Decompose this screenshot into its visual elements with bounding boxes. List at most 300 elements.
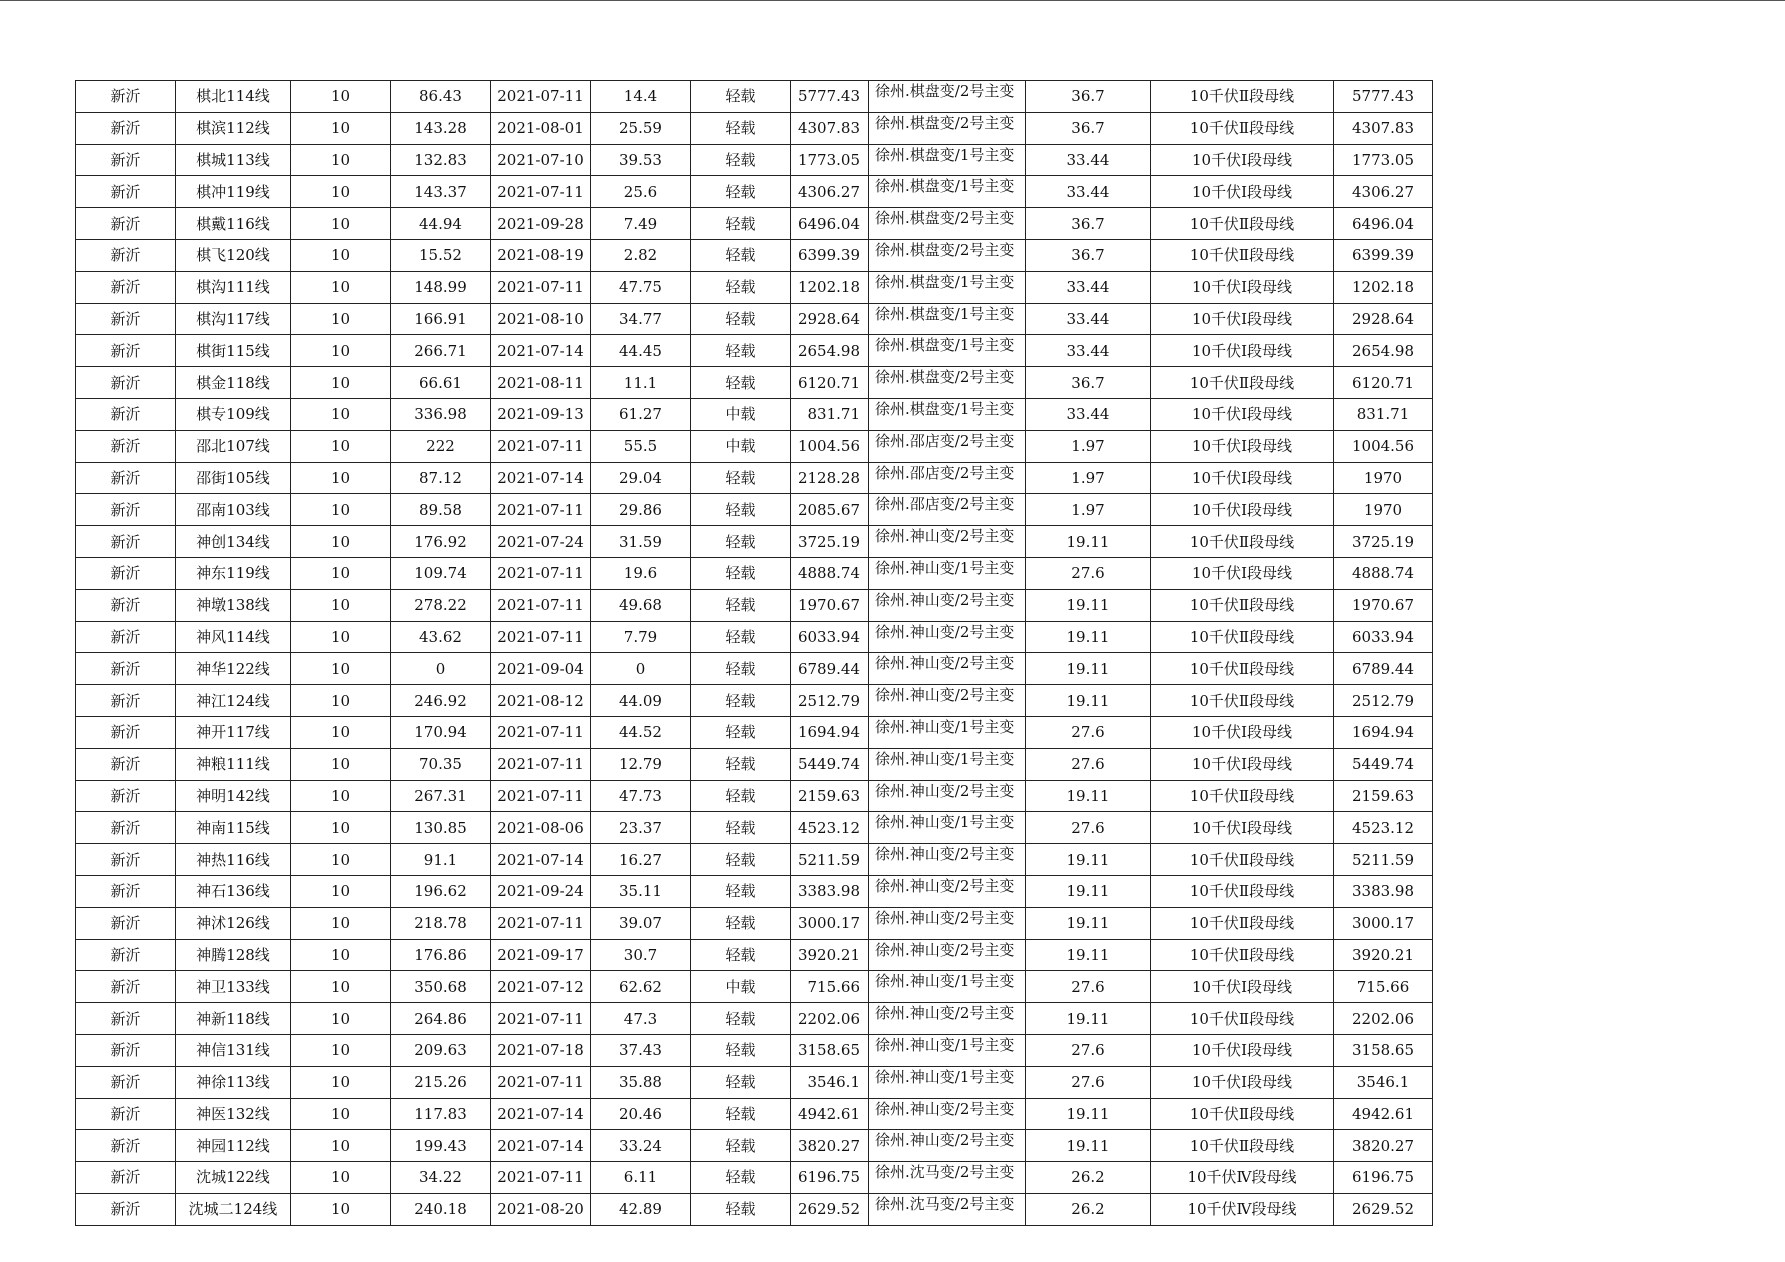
cell-line-name: 棋戴116线 <box>176 208 291 240</box>
cell-date: 2021-07-11 <box>491 271 591 303</box>
cell-area: 新沂 <box>76 176 176 208</box>
cell-voltage: 10 <box>291 1066 391 1098</box>
cell-date: 2021-07-11 <box>491 621 591 653</box>
cell-load-rate: 2.82 <box>591 239 691 271</box>
cell-busbar: 10千伏Ⅰ段母线 <box>1151 716 1334 748</box>
cell-line-name: 神创134线 <box>176 526 291 558</box>
cell-busbar: 10千伏Ⅰ段母线 <box>1151 1034 1334 1066</box>
table-row <box>76 939 1433 971</box>
cell-area: 新沂 <box>76 144 176 176</box>
cell-substation-transformer: 徐州.神山变/2号主变 <box>869 1003 1026 1035</box>
cell-area: 新沂 <box>76 398 176 430</box>
cell-load-rate: 16.27 <box>591 844 691 876</box>
cell-load-status: 轻载 <box>691 1193 791 1225</box>
cell-line-name: 邵南103线 <box>176 494 291 526</box>
cell-transformer-load-rate: 19.11 <box>1026 907 1151 939</box>
cell-line-name: 神医132线 <box>176 1098 291 1130</box>
cell-transformer-load-rate: 26.2 <box>1026 1162 1151 1194</box>
cell-voltage: 10 <box>291 1034 391 1066</box>
cell-date: 2021-09-13 <box>491 398 591 430</box>
cell-date: 2021-07-11 <box>491 748 591 780</box>
cell-open-capacity: 3383.98 <box>791 875 869 907</box>
cell-load: 199.43 <box>391 1130 491 1162</box>
table-row <box>76 1034 1433 1066</box>
cell-load: 70.35 <box>391 748 491 780</box>
cell-substation-transformer: 徐州.神山变/1号主变 <box>869 557 1026 589</box>
cell-voltage: 10 <box>291 589 391 621</box>
cell-load-status: 轻载 <box>691 367 791 399</box>
cell-area: 新沂 <box>76 1193 176 1225</box>
cell-remaining-capacity: 3383.98 <box>1334 875 1433 907</box>
cell-busbar: 10千伏Ⅰ段母线 <box>1151 144 1334 176</box>
cell-open-capacity: 6789.44 <box>791 653 869 685</box>
cell-load-rate: 55.5 <box>591 430 691 462</box>
cell-area: 新沂 <box>76 81 176 113</box>
cell-open-capacity: 4523.12 <box>791 812 869 844</box>
data-table <box>75 80 1433 1226</box>
cell-busbar: 10千伏Ⅱ段母线 <box>1151 589 1334 621</box>
table-row <box>76 844 1433 876</box>
table-row <box>76 398 1433 430</box>
cell-load-status: 轻载 <box>691 208 791 240</box>
cell-remaining-capacity: 6496.04 <box>1334 208 1433 240</box>
cell-load-status: 轻载 <box>691 303 791 335</box>
cell-voltage: 10 <box>291 335 391 367</box>
table-row <box>76 335 1433 367</box>
cell-load-rate: 37.43 <box>591 1034 691 1066</box>
cell-transformer-load-rate: 36.7 <box>1026 112 1151 144</box>
cell-remaining-capacity: 6789.44 <box>1334 653 1433 685</box>
cell-load-status: 轻载 <box>691 271 791 303</box>
cell-busbar: 10千伏Ⅱ段母线 <box>1151 526 1334 558</box>
table-row <box>76 112 1433 144</box>
cell-date: 2021-07-14 <box>491 335 591 367</box>
table-row <box>76 557 1433 589</box>
cell-remaining-capacity: 6196.75 <box>1334 1162 1433 1194</box>
cell-open-capacity: 715.66 <box>791 971 869 1003</box>
cell-transformer-load-rate: 33.44 <box>1026 303 1151 335</box>
cell-open-capacity: 1694.94 <box>791 716 869 748</box>
cell-voltage: 10 <box>291 1098 391 1130</box>
cell-line-name: 棋金118线 <box>176 367 291 399</box>
cell-open-capacity: 6496.04 <box>791 208 869 240</box>
cell-area: 新沂 <box>76 367 176 399</box>
table-row <box>76 367 1433 399</box>
cell-date: 2021-07-14 <box>491 462 591 494</box>
cell-load-status: 中载 <box>691 398 791 430</box>
cell-transformer-load-rate: 19.11 <box>1026 1098 1151 1130</box>
cell-busbar: 10千伏Ⅰ段母线 <box>1151 303 1334 335</box>
cell-transformer-load-rate: 19.11 <box>1026 844 1151 876</box>
cell-load-status: 轻载 <box>691 653 791 685</box>
cell-open-capacity: 6120.71 <box>791 367 869 399</box>
cell-remaining-capacity: 2159.63 <box>1334 780 1433 812</box>
cell-area: 新沂 <box>76 1034 176 1066</box>
cell-busbar: 10千伏Ⅱ段母线 <box>1151 780 1334 812</box>
cell-load-status: 中载 <box>691 971 791 1003</box>
cell-area: 新沂 <box>76 875 176 907</box>
cell-voltage: 10 <box>291 81 391 113</box>
cell-transformer-load-rate: 19.11 <box>1026 685 1151 717</box>
cell-substation-transformer: 徐州.邵店变/2号主变 <box>869 430 1026 462</box>
cell-transformer-load-rate: 27.6 <box>1026 716 1151 748</box>
cell-area: 新沂 <box>76 716 176 748</box>
cell-transformer-load-rate: 33.44 <box>1026 176 1151 208</box>
cell-open-capacity: 6399.39 <box>791 239 869 271</box>
cell-substation-transformer: 徐州.神山变/2号主变 <box>869 653 1026 685</box>
cell-substation-transformer: 徐州.棋盘变/1号主变 <box>869 176 1026 208</box>
table-row <box>76 1098 1433 1130</box>
cell-load: 143.37 <box>391 176 491 208</box>
cell-date: 2021-08-11 <box>491 367 591 399</box>
cell-area: 新沂 <box>76 462 176 494</box>
cell-substation-transformer: 徐州.神山变/2号主变 <box>869 844 1026 876</box>
cell-line-name: 神沭126线 <box>176 907 291 939</box>
cell-remaining-capacity: 2629.52 <box>1334 1193 1433 1225</box>
cell-transformer-load-rate: 19.11 <box>1026 1003 1151 1035</box>
cell-busbar: 10千伏Ⅰ段母线 <box>1151 748 1334 780</box>
cell-load-status: 轻载 <box>691 1098 791 1130</box>
table-row <box>76 144 1433 176</box>
cell-load-rate: 0 <box>591 653 691 685</box>
cell-transformer-load-rate: 33.44 <box>1026 398 1151 430</box>
cell-substation-transformer: 徐州.神山变/2号主变 <box>869 685 1026 717</box>
cell-transformer-load-rate: 36.7 <box>1026 367 1151 399</box>
cell-line-name: 沈城二124线 <box>176 1193 291 1225</box>
cell-busbar: 10千伏Ⅰ段母线 <box>1151 462 1334 494</box>
cell-transformer-load-rate: 36.7 <box>1026 208 1151 240</box>
cell-area: 新沂 <box>76 112 176 144</box>
cell-load-status: 轻载 <box>691 748 791 780</box>
cell-busbar: 10千伏Ⅱ段母线 <box>1151 1003 1334 1035</box>
cell-date: 2021-07-11 <box>491 81 591 113</box>
cell-date: 2021-09-24 <box>491 875 591 907</box>
cell-open-capacity: 4306.27 <box>791 176 869 208</box>
cell-area: 新沂 <box>76 621 176 653</box>
cell-substation-transformer: 徐州.神山变/2号主变 <box>869 1098 1026 1130</box>
cell-load-status: 轻载 <box>691 144 791 176</box>
cell-load-status: 轻载 <box>691 1130 791 1162</box>
cell-date: 2021-08-12 <box>491 685 591 717</box>
cell-transformer-load-rate: 27.6 <box>1026 971 1151 1003</box>
cell-busbar: 10千伏Ⅱ段母线 <box>1151 1098 1334 1130</box>
cell-remaining-capacity: 2654.98 <box>1334 335 1433 367</box>
cell-voltage: 10 <box>291 526 391 558</box>
cell-busbar: 10千伏Ⅱ段母线 <box>1151 844 1334 876</box>
cell-line-name: 神腾128线 <box>176 939 291 971</box>
cell-line-name: 神新118线 <box>176 1003 291 1035</box>
cell-open-capacity: 3000.17 <box>791 907 869 939</box>
table-row <box>76 1162 1433 1194</box>
cell-remaining-capacity: 6120.71 <box>1334 367 1433 399</box>
table-row <box>76 685 1433 717</box>
cell-load: 266.71 <box>391 335 491 367</box>
cell-substation-transformer: 徐州.神山变/1号主变 <box>869 1034 1026 1066</box>
cell-line-name: 棋街115线 <box>176 335 291 367</box>
table-row <box>76 716 1433 748</box>
cell-load-rate: 39.07 <box>591 907 691 939</box>
cell-date: 2021-07-14 <box>491 1098 591 1130</box>
cell-remaining-capacity: 5449.74 <box>1334 748 1433 780</box>
cell-busbar: 10千伏Ⅰ段母线 <box>1151 335 1334 367</box>
cell-remaining-capacity: 6033.94 <box>1334 621 1433 653</box>
cell-date: 2021-07-11 <box>491 1066 591 1098</box>
cell-area: 新沂 <box>76 303 176 335</box>
cell-area: 新沂 <box>76 239 176 271</box>
cell-remaining-capacity: 4888.74 <box>1334 557 1433 589</box>
table-row <box>76 653 1433 685</box>
cell-open-capacity: 2629.52 <box>791 1193 869 1225</box>
cell-remaining-capacity: 5777.43 <box>1334 81 1433 113</box>
table-row <box>76 271 1433 303</box>
cell-load: 0 <box>391 653 491 685</box>
cell-load-rate: 12.79 <box>591 748 691 780</box>
cell-load: 117.83 <box>391 1098 491 1130</box>
cell-line-name: 神粮111线 <box>176 748 291 780</box>
cell-remaining-capacity: 831.71 <box>1334 398 1433 430</box>
cell-line-name: 神信131线 <box>176 1034 291 1066</box>
cell-open-capacity: 4307.83 <box>791 112 869 144</box>
cell-date: 2021-07-18 <box>491 1034 591 1066</box>
cell-substation-transformer: 徐州.神山变/1号主变 <box>869 716 1026 748</box>
cell-busbar: 10千伏Ⅱ段母线 <box>1151 367 1334 399</box>
cell-load: 109.74 <box>391 557 491 589</box>
table-row <box>76 176 1433 208</box>
cell-voltage: 10 <box>291 494 391 526</box>
cell-open-capacity: 2512.79 <box>791 685 869 717</box>
table-row <box>76 462 1433 494</box>
cell-voltage: 10 <box>291 844 391 876</box>
cell-load-status: 轻载 <box>691 780 791 812</box>
cell-substation-transformer: 徐州.神山变/2号主变 <box>869 875 1026 907</box>
cell-line-name: 神卫133线 <box>176 971 291 1003</box>
cell-voltage: 10 <box>291 557 391 589</box>
cell-voltage: 10 <box>291 271 391 303</box>
cell-load-status: 轻载 <box>691 1034 791 1066</box>
cell-load-rate: 34.77 <box>591 303 691 335</box>
cell-busbar: 10千伏Ⅰ段母线 <box>1151 971 1334 1003</box>
table-body <box>76 81 1433 1226</box>
cell-busbar: 10千伏Ⅱ段母线 <box>1151 1130 1334 1162</box>
cell-voltage: 10 <box>291 367 391 399</box>
cell-busbar: 10千伏Ⅰ段母线 <box>1151 271 1334 303</box>
cell-date: 2021-08-20 <box>491 1193 591 1225</box>
cell-busbar: 10千伏Ⅳ段母线 <box>1151 1162 1334 1194</box>
cell-transformer-load-rate: 19.11 <box>1026 653 1151 685</box>
cell-load: 148.99 <box>391 271 491 303</box>
table-row <box>76 621 1433 653</box>
cell-area: 新沂 <box>76 335 176 367</box>
cell-open-capacity: 4942.61 <box>791 1098 869 1130</box>
cell-load: 86.43 <box>391 81 491 113</box>
cell-area: 新沂 <box>76 907 176 939</box>
cell-busbar: 10千伏Ⅰ段母线 <box>1151 494 1334 526</box>
cell-busbar: 10千伏Ⅱ段母线 <box>1151 875 1334 907</box>
cell-busbar: 10千伏Ⅱ段母线 <box>1151 939 1334 971</box>
cell-line-name: 神热116线 <box>176 844 291 876</box>
cell-open-capacity: 2159.63 <box>791 780 869 812</box>
cell-date: 2021-09-04 <box>491 653 591 685</box>
cell-line-name: 棋冲119线 <box>176 176 291 208</box>
cell-open-capacity: 1004.56 <box>791 430 869 462</box>
cell-load: 87.12 <box>391 462 491 494</box>
cell-remaining-capacity: 1202.18 <box>1334 271 1433 303</box>
cell-open-capacity: 3820.27 <box>791 1130 869 1162</box>
cell-open-capacity: 1202.18 <box>791 271 869 303</box>
cell-date: 2021-09-28 <box>491 208 591 240</box>
cell-load: 130.85 <box>391 812 491 844</box>
cell-remaining-capacity: 3000.17 <box>1334 907 1433 939</box>
cell-load: 15.52 <box>391 239 491 271</box>
cell-load-status: 轻载 <box>691 526 791 558</box>
cell-load: 176.92 <box>391 526 491 558</box>
cell-busbar: 10千伏Ⅱ段母线 <box>1151 112 1334 144</box>
cell-open-capacity: 1970.67 <box>791 589 869 621</box>
cell-load-rate: 33.24 <box>591 1130 691 1162</box>
cell-date: 2021-07-10 <box>491 144 591 176</box>
cell-transformer-load-rate: 1.97 <box>1026 462 1151 494</box>
cell-substation-transformer: 徐州.神山变/2号主变 <box>869 526 1026 558</box>
cell-line-name: 神石136线 <box>176 875 291 907</box>
cell-load: 166.91 <box>391 303 491 335</box>
cell-voltage: 10 <box>291 653 391 685</box>
cell-transformer-load-rate: 33.44 <box>1026 335 1151 367</box>
cell-voltage: 10 <box>291 462 391 494</box>
cell-line-name: 神开117线 <box>176 716 291 748</box>
cell-line-name: 神江124线 <box>176 685 291 717</box>
cell-line-name: 神明142线 <box>176 780 291 812</box>
cell-substation-transformer: 徐州.棋盘变/1号主变 <box>869 335 1026 367</box>
cell-substation-transformer: 徐州.神山变/1号主变 <box>869 1066 1026 1098</box>
cell-substation-transformer: 徐州.邵店变/2号主变 <box>869 494 1026 526</box>
cell-date: 2021-09-17 <box>491 939 591 971</box>
cell-line-name: 神华122线 <box>176 653 291 685</box>
cell-load: 264.86 <box>391 1003 491 1035</box>
page-top-rule <box>0 0 1785 1</box>
cell-line-name: 神南115线 <box>176 812 291 844</box>
cell-busbar: 10千伏Ⅰ段母线 <box>1151 398 1334 430</box>
cell-date: 2021-07-14 <box>491 1130 591 1162</box>
cell-load-rate: 44.45 <box>591 335 691 367</box>
cell-load-status: 轻载 <box>691 685 791 717</box>
cell-open-capacity: 2128.28 <box>791 462 869 494</box>
cell-load-rate: 47.73 <box>591 780 691 812</box>
table-row <box>76 1130 1433 1162</box>
cell-voltage: 10 <box>291 1003 391 1035</box>
cell-voltage: 10 <box>291 621 391 653</box>
cell-transformer-load-rate: 19.11 <box>1026 875 1151 907</box>
cell-remaining-capacity: 4942.61 <box>1334 1098 1433 1130</box>
cell-voltage: 10 <box>291 685 391 717</box>
cell-load: 132.83 <box>391 144 491 176</box>
cell-open-capacity: 3920.21 <box>791 939 869 971</box>
cell-transformer-load-rate: 27.6 <box>1026 557 1151 589</box>
cell-area: 新沂 <box>76 526 176 558</box>
cell-area: 新沂 <box>76 971 176 1003</box>
cell-date: 2021-07-11 <box>491 716 591 748</box>
cell-transformer-load-rate: 19.11 <box>1026 526 1151 558</box>
cell-line-name: 神墩138线 <box>176 589 291 621</box>
cell-remaining-capacity: 4523.12 <box>1334 812 1433 844</box>
cell-line-name: 神园112线 <box>176 1130 291 1162</box>
cell-busbar: 10千伏Ⅰ段母线 <box>1151 430 1334 462</box>
cell-load-rate: 29.86 <box>591 494 691 526</box>
cell-transformer-load-rate: 1.97 <box>1026 494 1151 526</box>
cell-voltage: 10 <box>291 812 391 844</box>
cell-load-rate: 39.53 <box>591 144 691 176</box>
cell-load-rate: 20.46 <box>591 1098 691 1130</box>
cell-transformer-load-rate: 27.6 <box>1026 748 1151 780</box>
cell-date: 2021-07-11 <box>491 780 591 812</box>
cell-substation-transformer: 徐州.神山变/2号主变 <box>869 589 1026 621</box>
cell-load-rate: 35.88 <box>591 1066 691 1098</box>
table-row <box>76 875 1433 907</box>
cell-busbar: 10千伏Ⅰ段母线 <box>1151 557 1334 589</box>
cell-open-capacity: 6033.94 <box>791 621 869 653</box>
cell-remaining-capacity: 4306.27 <box>1334 176 1433 208</box>
cell-transformer-load-rate: 26.2 <box>1026 1193 1151 1225</box>
cell-voltage: 10 <box>291 176 391 208</box>
cell-area: 新沂 <box>76 812 176 844</box>
cell-transformer-load-rate: 27.6 <box>1026 812 1151 844</box>
cell-voltage: 10 <box>291 1193 391 1225</box>
cell-open-capacity: 5211.59 <box>791 844 869 876</box>
cell-line-name: 棋沟117线 <box>176 303 291 335</box>
cell-load: 34.22 <box>391 1162 491 1194</box>
cell-transformer-load-rate: 27.6 <box>1026 1034 1151 1066</box>
cell-voltage: 10 <box>291 780 391 812</box>
cell-remaining-capacity: 715.66 <box>1334 971 1433 1003</box>
cell-load-status: 轻载 <box>691 939 791 971</box>
cell-line-name: 棋城113线 <box>176 144 291 176</box>
cell-voltage: 10 <box>291 208 391 240</box>
cell-remaining-capacity: 3725.19 <box>1334 526 1433 558</box>
cell-date: 2021-07-12 <box>491 971 591 1003</box>
cell-line-name: 邵北107线 <box>176 430 291 462</box>
cell-date: 2021-07-11 <box>491 589 591 621</box>
cell-open-capacity: 831.71 <box>791 398 869 430</box>
cell-area: 新沂 <box>76 271 176 303</box>
cell-busbar: 10千伏Ⅰ段母线 <box>1151 812 1334 844</box>
cell-open-capacity: 6196.75 <box>791 1162 869 1194</box>
cell-load-rate: 31.59 <box>591 526 691 558</box>
cell-open-capacity: 5777.43 <box>791 81 869 113</box>
cell-area: 新沂 <box>76 1130 176 1162</box>
cell-busbar: 10千伏Ⅳ段母线 <box>1151 1193 1334 1225</box>
cell-date: 2021-08-06 <box>491 812 591 844</box>
cell-remaining-capacity: 1004.56 <box>1334 430 1433 462</box>
cell-voltage: 10 <box>291 112 391 144</box>
cell-load-status: 轻载 <box>691 907 791 939</box>
cell-substation-transformer: 徐州.棋盘变/2号主变 <box>869 239 1026 271</box>
table-row <box>76 494 1433 526</box>
cell-substation-transformer: 徐州.棋盘变/2号主变 <box>869 367 1026 399</box>
cell-area: 新沂 <box>76 780 176 812</box>
cell-load-rate: 61.27 <box>591 398 691 430</box>
cell-load: 350.68 <box>391 971 491 1003</box>
cell-load-status: 轻载 <box>691 621 791 653</box>
cell-date: 2021-07-11 <box>491 907 591 939</box>
cell-remaining-capacity: 2202.06 <box>1334 1003 1433 1035</box>
cell-load-status: 轻载 <box>691 875 791 907</box>
cell-load-status: 轻载 <box>691 239 791 271</box>
cell-line-name: 棋北114线 <box>176 81 291 113</box>
table-row <box>76 81 1433 113</box>
cell-open-capacity: 5449.74 <box>791 748 869 780</box>
cell-date: 2021-08-19 <box>491 239 591 271</box>
cell-transformer-load-rate: 33.44 <box>1026 144 1151 176</box>
cell-voltage: 10 <box>291 716 391 748</box>
